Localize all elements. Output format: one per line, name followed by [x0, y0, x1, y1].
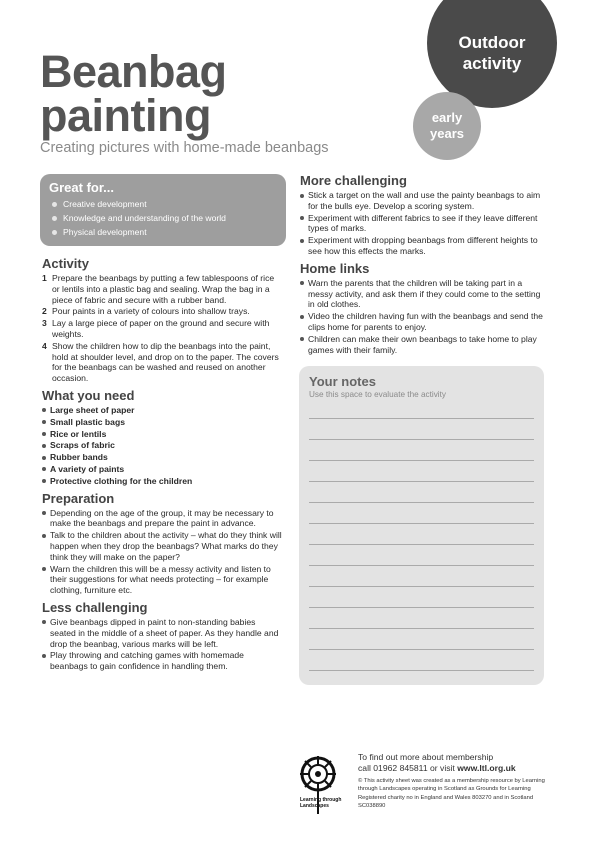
- more-challenging-heading: More challenging: [300, 173, 407, 188]
- list-item: Depending on the age of the group, it may be necessary to make the beanbags and prepare the paint in advance.: [42, 508, 282, 530]
- page-title: [40, 46, 227, 141]
- list-item: Rubber bands: [42, 452, 282, 463]
- bullet-icon: [300, 216, 304, 220]
- list-item: Warn the parents that the children will be taking part in a messy activity, and ask them if they could come to the setting in old clothes.: [300, 278, 545, 310]
- preparation-list: [42, 508, 282, 596]
- bullet-icon: [42, 456, 46, 460]
- note-line: [309, 565, 534, 566]
- list-item: Experiment with dropping beanbags from different heights to see how this effects the marks.: [300, 235, 545, 257]
- notes-hint: Use this space to evaluate the activity: [309, 390, 446, 399]
- note-line: [309, 460, 534, 461]
- list-item: Stick a target on the wall and use the painty beanbags to aim for the bulls eye. Develop a scoring system.: [300, 190, 545, 212]
- note-line: [309, 670, 534, 671]
- list-item: 2 Pour paints in a variety of colours into shallow trays.: [42, 306, 250, 317]
- less-challenging-heading: Less challenging: [42, 599, 148, 615]
- list-item: 1 Prepare the beanbags by putting a few tablespoons of rice or lentils into a plastic bag and sealing. Wrap the bag in a piece of fabric and secure with a rubber band.: [42, 273, 275, 305]
- great-for-heading: Great for...: [49, 180, 115, 195]
- list-item: Protective clothing for the children: [42, 476, 282, 487]
- more-challenging-section: [300, 173, 545, 257]
- age-group-label: early years: [430, 110, 464, 141]
- more-challenging-list: [300, 190, 545, 257]
- bullet-icon: [42, 408, 46, 412]
- list-item: 4 Show the children how to dip the beanbags into the paint, hold at shoulder level, and drop on to the paper. The covers for the beanbags can be washed and reused on another occasion.: [42, 340, 279, 384]
- footer-info: [358, 752, 558, 810]
- list-item: Experiment with different fabrics to see if they leave different types of marks.: [300, 213, 545, 235]
- bullet-icon: [300, 337, 304, 341]
- note-line: [309, 439, 534, 440]
- bullet-icon: [300, 315, 304, 319]
- less-challenging-list: [42, 617, 282, 672]
- list-item: Children can make their own beanbags to take home to play games with their family.: [300, 334, 545, 356]
- note-line: [309, 523, 534, 524]
- list-item: Warn the children this will be a messy activity and listen to their suggestions for what needs protecting – for example clothing, furniture etc.: [42, 564, 282, 596]
- list-item: Scraps of fabric: [42, 440, 282, 451]
- preparation-heading: Preparation: [42, 490, 115, 506]
- bullet-icon: [42, 432, 46, 436]
- title-line-2: painting: [40, 90, 211, 141]
- list-item: Rice or lentils: [42, 429, 282, 440]
- great-for-box: [40, 174, 286, 246]
- page-subtitle: Creating pictures with home-made beanbags: [40, 140, 329, 156]
- right-column: [300, 173, 545, 359]
- website-link[interactable]: www.ltl.org.uk: [457, 763, 516, 773]
- bullet-icon: [52, 202, 57, 207]
- notes-box: [299, 366, 544, 685]
- bullet-icon: [300, 194, 304, 198]
- what-you-need-list: [42, 405, 282, 487]
- charity-line: Registered charity no in England and Wales 803270 and in Scotland SC038890: [358, 795, 534, 809]
- activity-heading: Activity: [42, 256, 89, 271]
- activity-section: [42, 256, 282, 384]
- list-item: 3 Lay a large piece of paper on the ground and secure with weights.: [42, 318, 270, 339]
- note-line: [309, 418, 534, 419]
- list-item: A variety of paints: [42, 464, 282, 475]
- bullet-icon: [42, 654, 46, 658]
- bullet-icon: [52, 216, 57, 221]
- activity-steps: [42, 273, 282, 384]
- note-line: [309, 586, 534, 587]
- what-you-need-heading: What you need: [42, 387, 135, 403]
- list-item: Creative development: [49, 197, 277, 211]
- notes-heading: Your notes: [309, 374, 376, 389]
- membership-line-1: To find out more about membership: [358, 752, 494, 762]
- bullet-icon: [42, 444, 46, 448]
- less-challenging-section: [42, 600, 282, 672]
- home-links-list: [300, 278, 545, 356]
- home-links-section: [300, 261, 545, 356]
- note-line: [309, 544, 534, 545]
- list-item: Talk to the children about the activity – what do they think will happen when they drop the beanbags? What marks do they think they will make on the paper?: [42, 530, 282, 562]
- bullet-icon: [52, 230, 57, 235]
- list-item: Small plastic bags: [42, 417, 282, 428]
- bullet-icon: [300, 281, 304, 285]
- list-item: Play throwing and catching games with homemade beanbags to gain confidence in handling them.: [42, 650, 282, 672]
- membership-line-2: call 01962 845811 or visit www.ltl.org.uk: [358, 763, 516, 773]
- bullet-icon: [42, 467, 46, 471]
- bullet-icon: [42, 620, 46, 624]
- age-group-badge: [413, 92, 481, 160]
- preparation-section: [42, 491, 282, 596]
- bullet-icon: [300, 239, 304, 243]
- note-line: [309, 502, 534, 503]
- title-line-1: Beanbag: [40, 46, 227, 97]
- list-item: Give beanbags dipped in paint to non-standing babies seated in the middle of a sheet of paper. As they handle and drop the beanbag, various marks will be left.: [42, 617, 282, 649]
- activity-type-label: Outdoor activity: [458, 33, 526, 73]
- bullet-icon: [42, 534, 46, 538]
- bullet-icon: [42, 567, 46, 571]
- left-column: [42, 256, 282, 676]
- logo-text: Learning through Landscapes: [300, 797, 342, 809]
- list-item: Physical development: [49, 225, 277, 239]
- bullet-icon: [42, 479, 46, 483]
- note-line: [309, 649, 534, 650]
- bullet-icon: [42, 511, 46, 515]
- great-for-list: [49, 197, 277, 239]
- note-line: [309, 607, 534, 608]
- list-item: Large sheet of paper: [42, 405, 282, 416]
- home-links-heading: Home links: [300, 260, 370, 276]
- list-item: Knowledge and understanding of the world: [49, 211, 277, 225]
- bullet-icon: [42, 420, 46, 424]
- note-line: [309, 481, 534, 482]
- copyright-line: © This activity sheet was created as a membership resource by Learning through Landscapes operating in Scotland as Grounds for Learning: [358, 778, 545, 792]
- what-you-need-section: [42, 388, 282, 487]
- note-line: [309, 628, 534, 629]
- list-item: Video the children having fun with the beanbags and send the clips home for parents to enjoy.: [300, 311, 545, 333]
